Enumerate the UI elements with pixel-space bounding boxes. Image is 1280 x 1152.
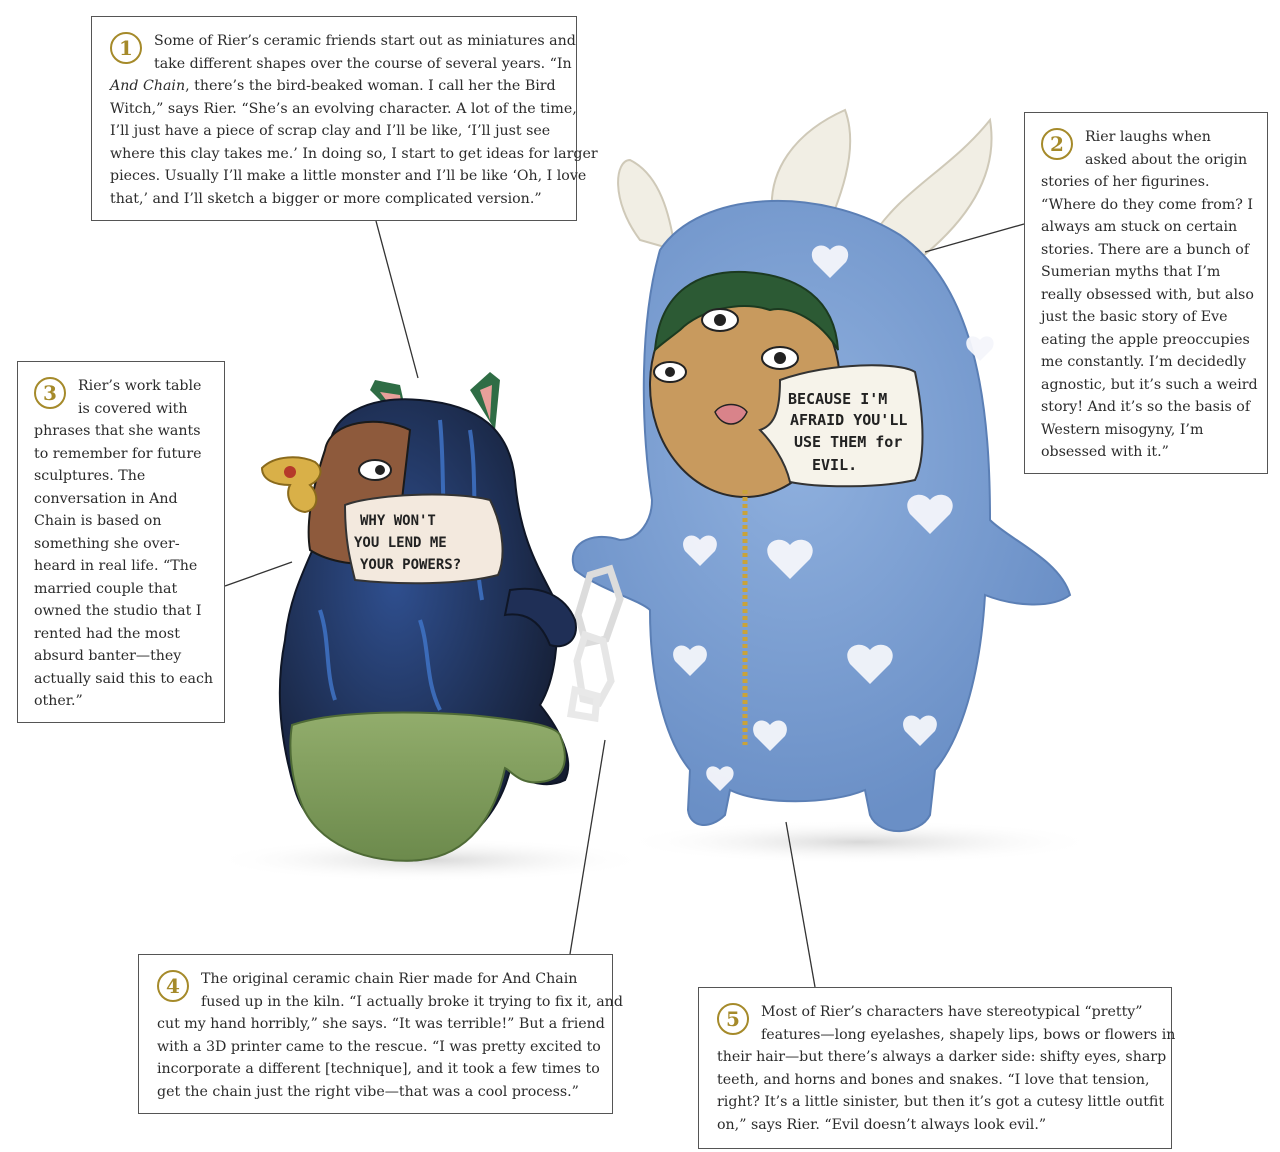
callout-text-line: is covered with	[78, 400, 188, 417]
callout-text-line: cut my hand horribly,” she says. “It was terrible!” But a friend	[157, 1016, 605, 1032]
callout-text-line: Rier’s work table	[78, 378, 202, 394]
callout-text-line: Sumerian myths that I’m	[1041, 264, 1221, 280]
callout-text-line: where this clay takes me.’ In doing so, I start to get ideas for larger	[110, 145, 598, 162]
callout-text-line: heard in real life. “The	[34, 558, 198, 574]
callout-text-line: their hair—but there’s always a darker side: shifty eyes, sharp	[717, 1049, 1167, 1065]
callout-text-line: Some of Rier’s ceramic friends start out as miniatures and	[154, 33, 576, 49]
callout-text-line: agnostic, but it’s such a weird	[1041, 376, 1258, 393]
callout-5	[698, 987, 1176, 1149]
callout-3	[17, 361, 225, 723]
large-bubble-line: BECAUSE I'M	[788, 390, 888, 408]
artwork-title: And Chain	[110, 78, 186, 94]
callout-text-line	[110, 75, 560, 98]
callout-text-line: obsessed with it.”	[1041, 444, 1169, 460]
callout-text-line: fused up in the kiln. “I actually broke it trying to fix it, and	[201, 993, 623, 1010]
callout-text-line: just the basic story of Eve	[1041, 309, 1228, 325]
callout-text-line: conversation in And	[34, 490, 178, 507]
small-bubble-line: YOUR POWERS?	[360, 557, 462, 573]
callout-text-line: Western misogyny, I’m	[1041, 421, 1204, 438]
callout-text-line: that,’ and I’ll sketch a bigger or more complicated version.”	[110, 190, 542, 207]
callout-text-line: The original ceramic chain Rier made for And Chain	[201, 971, 578, 987]
blue-monster-sculpture	[573, 110, 1070, 831]
callout-text-line: always am stuck on certain	[1041, 219, 1238, 235]
callout-text-line: to remember for future	[34, 445, 202, 462]
callout-text-line: with a 3D printer came to the rescue. “I was pretty excited to	[157, 1038, 601, 1055]
callout-text-line: Witch,” says Rier. “She’s an evolving character. A lot of the time,	[110, 100, 577, 117]
callout-number-badge: 5	[717, 1003, 749, 1035]
callout-text-line: stories. There are a bunch of	[1041, 241, 1250, 258]
callout-text-line: incorporate a different [technique], and it took a few times to	[157, 1061, 600, 1077]
callout-text-line: pieces. Usually I’ll make a little monster and I’ll be like ‘Oh, I love	[110, 168, 587, 184]
large-bubble-line: EVIL.	[812, 456, 858, 474]
callout-text-line: Most of Rier’s characters have stereotypical “pretty”	[761, 1004, 1143, 1020]
callout-text-line: right? It’s a little sinister, but then it’s got a cutesy little outfit	[717, 1094, 1165, 1110]
callout-4	[138, 954, 623, 1114]
small-bubble-line: YOU LEND ME	[354, 535, 447, 551]
callout-text-line: really obsessed with, but also	[1041, 286, 1254, 303]
callout-text-line: stories of her figurines.	[1041, 174, 1210, 190]
callout-text-line: absurd banter—they	[34, 648, 182, 664]
callout-text-line: phrases that she wants	[34, 423, 201, 439]
callout-text-line: eating the apple preoccupies	[1041, 331, 1250, 348]
large-bubble-line: USE THEM for	[794, 433, 903, 451]
callout-text-line: I’ll just have a piece of scrap clay and I’ll be like, ‘I’ll just see	[110, 123, 551, 139]
callout-text-line: asked about the origin	[1085, 151, 1248, 168]
small-monster-sculpture	[262, 372, 576, 861]
callout-text-line: story! And it’s so the basis of	[1041, 399, 1251, 415]
callout-text-line: “Where do they come from? I	[1041, 196, 1253, 213]
callout-number-badge: 1	[110, 32, 142, 64]
callout-number-badge: 2	[1041, 128, 1073, 160]
callout-text-line: features—long eyelashes, shapely lips, bows or flowers in	[761, 1026, 1176, 1043]
callout-text-line: actually said this to each	[34, 670, 214, 687]
callout-text-line: sculptures. The	[34, 468, 146, 484]
callout-2	[1024, 112, 1268, 474]
callout-text-line: on,” says Rier. “Evil doesn’t always look evil.”	[717, 1116, 1047, 1133]
callout-text-line: get the chain just the right vibe—that was a cool process.”	[157, 1083, 579, 1100]
callout-text-line: something she over-	[34, 535, 180, 552]
callout-text-line: take different shapes over the course of several years. “In	[154, 55, 572, 72]
callout-text-line: other.”	[34, 693, 83, 709]
callout-text-line: owned the studio that I	[34, 603, 202, 619]
callout-text-line: Rier laughs when	[1085, 129, 1211, 145]
callout-number-badge: 3	[34, 377, 66, 409]
callout-1	[91, 16, 598, 221]
callout-number-badge: 4	[157, 970, 189, 1002]
callout-text-line: married couple that	[34, 580, 178, 597]
callout-text-fragment: , there’s the bird-beaked woman. I call her the Bird	[185, 78, 556, 94]
callout-text-line: teeth, and horns and bones and snakes. “I love that tension,	[717, 1071, 1150, 1088]
callout-text-line: Chain is based on	[34, 513, 162, 529]
floor-shadow	[620, 820, 1100, 864]
large-bubble-line: AFRAID YOU'LL	[790, 411, 908, 429]
callout-text-line: me constantly. I’m decidedly	[1041, 354, 1247, 370]
small-bubble-line: WHY WON'T	[360, 513, 436, 529]
callout-text-line: rented had the most	[34, 625, 180, 642]
